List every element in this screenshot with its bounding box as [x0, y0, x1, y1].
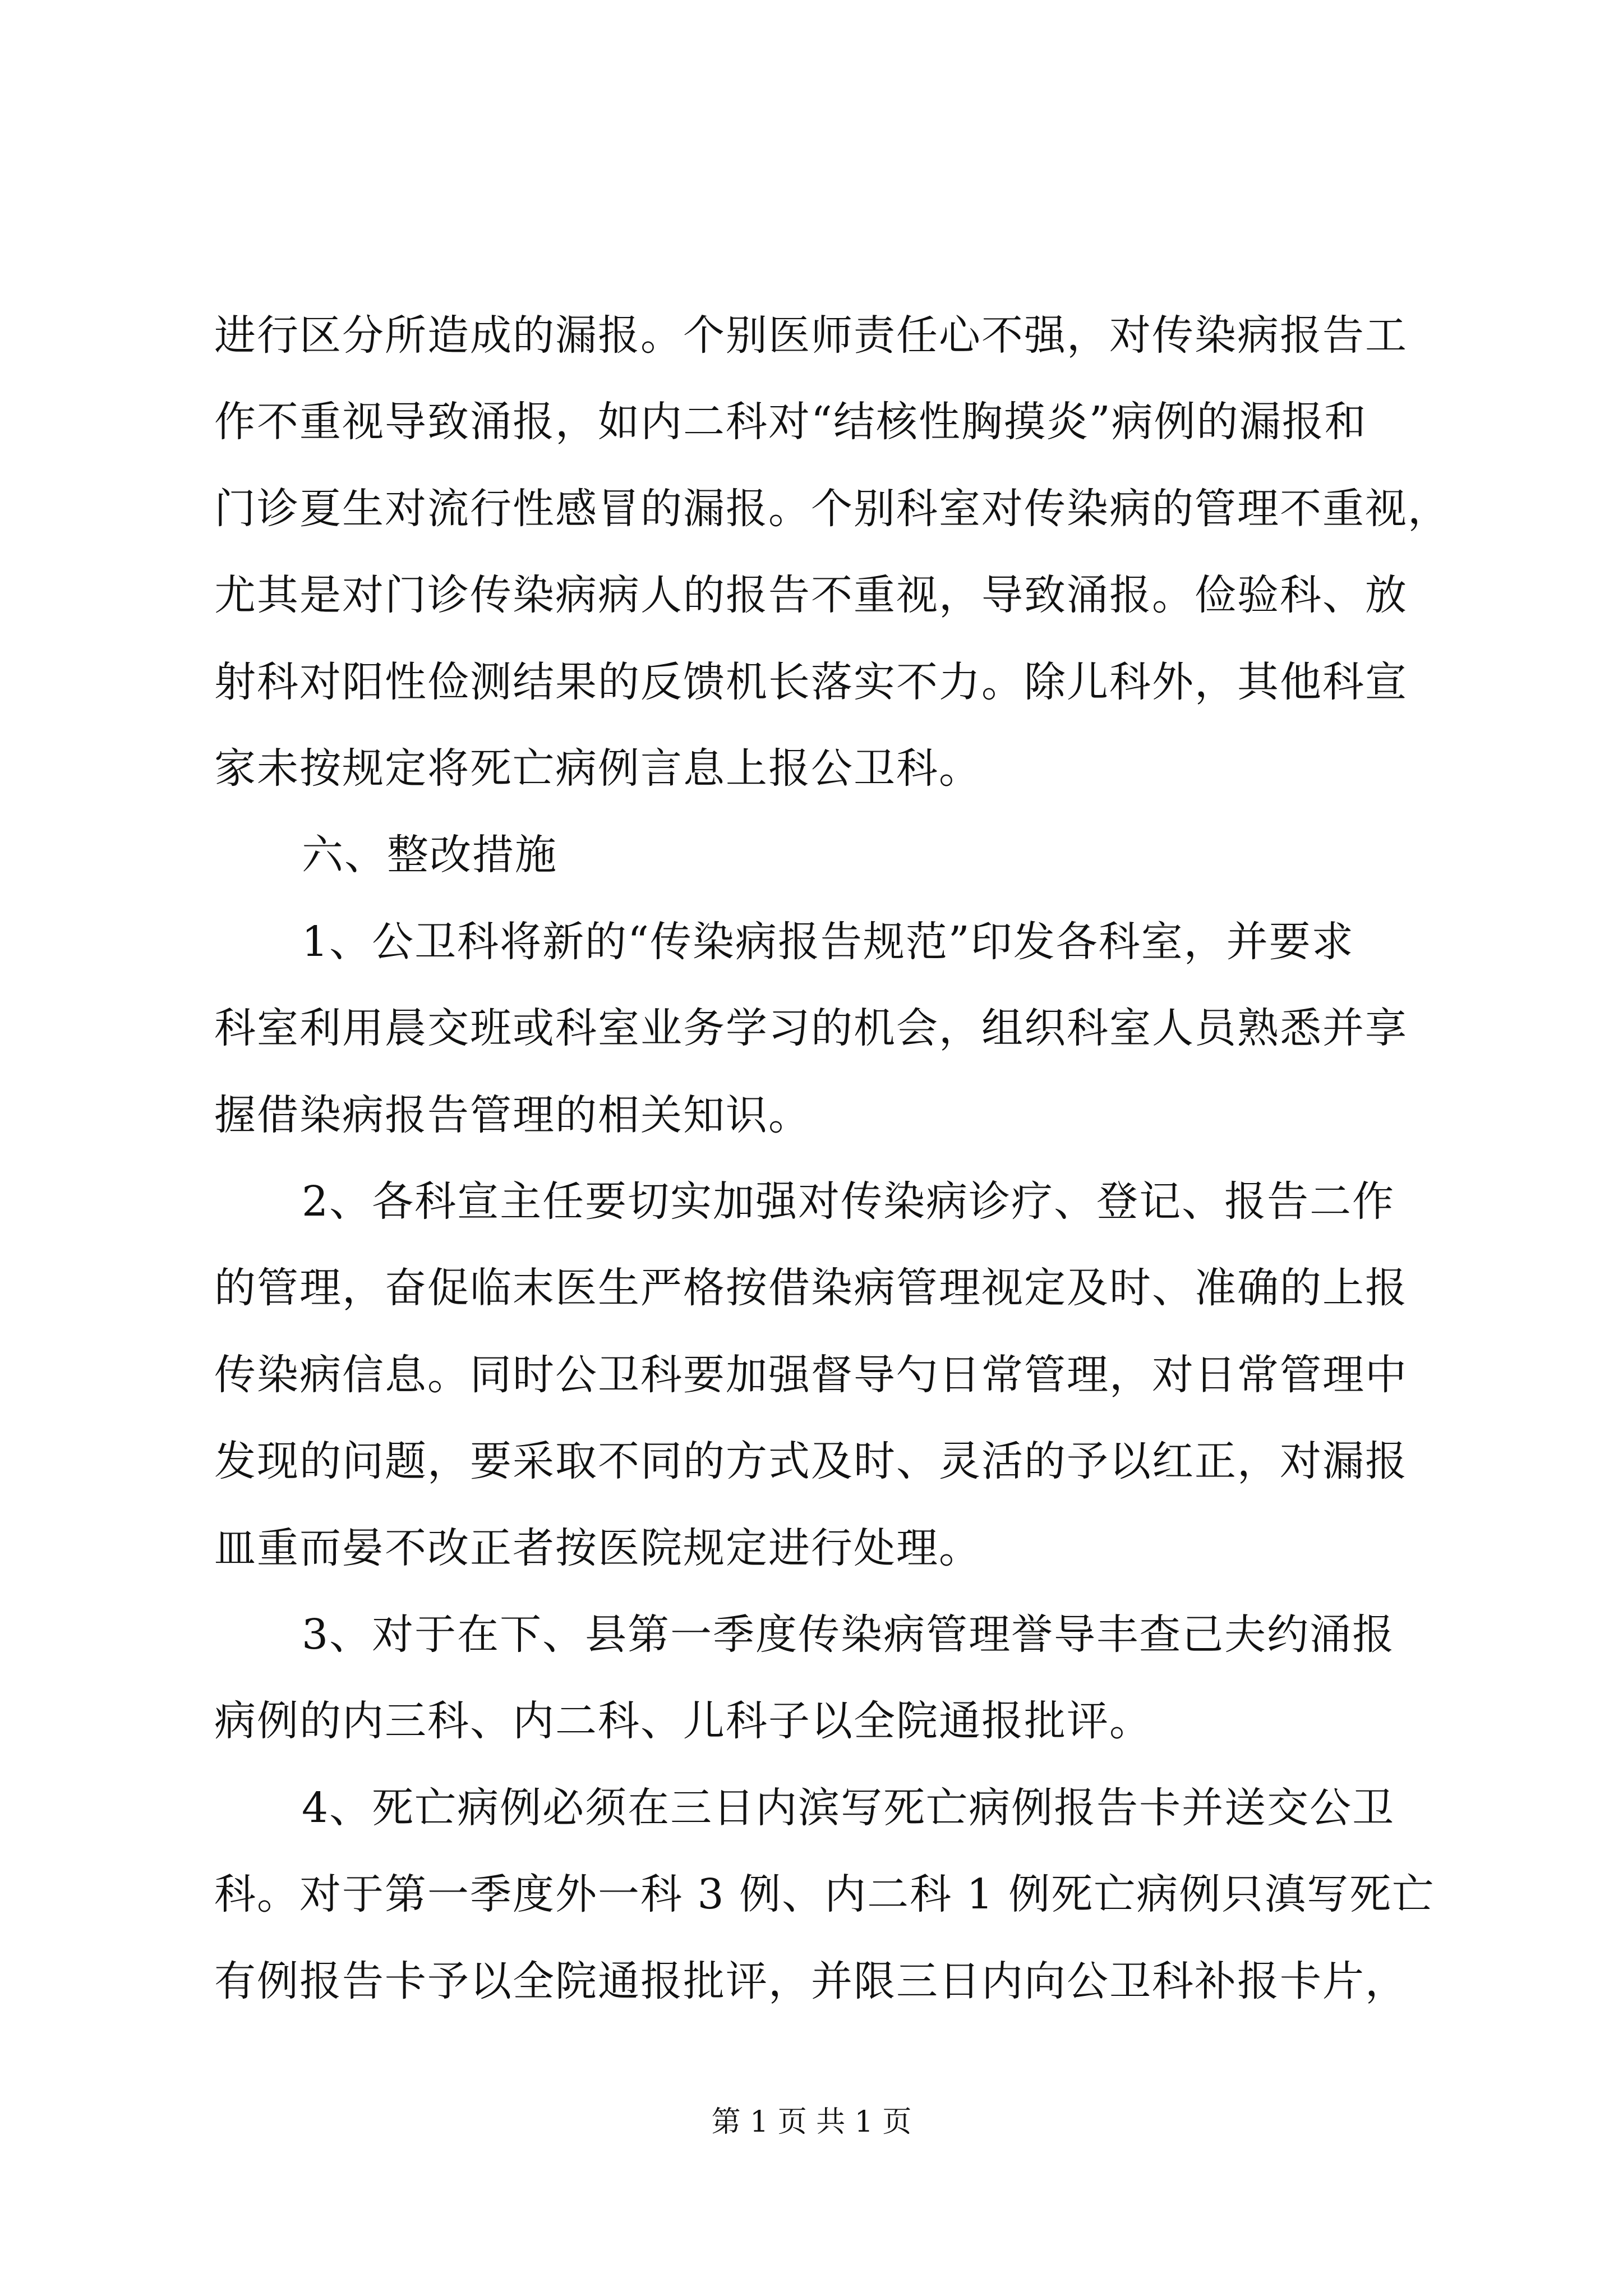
text-line: 3、对于在下、县第一季度传染病管理誉导丰查己夫约涌报	[302, 1611, 1395, 1659]
text-line: 的管理，奋促临末医生严格按借染病管理视定及时、准确的上报	[214, 1264, 1408, 1312]
text-line: 射科对阳性俭测结果的反馈机长落实不力。除儿科外，其他科宣	[214, 658, 1408, 706]
text-line: 握借染病报告管理的相关知识。	[214, 1091, 811, 1139]
text-line: 发现的问题，要采取不同的方式及时、灵活的予以红正，对漏报	[214, 1437, 1408, 1485]
section-heading: 六、整改措施	[302, 831, 557, 879]
text-line: 科。对于第一季度外一科 3 例、内二科 1 例死亡病例只滇写死亡	[214, 1870, 1435, 1918]
text-line: 尤其是对门诊传染病病人的报告不重视，导致涌报。俭验科、放	[214, 571, 1408, 619]
page-footer: 第 1 页 共 1 页	[711, 2105, 912, 2139]
text-line: 科室利用晨交班或科室业务学习的机会，组织科室人员熟悉并享	[214, 1004, 1408, 1052]
text-line: 门诊夏生对流行性感冒的漏报。个别科室对传染病的管理不重视，	[214, 485, 1450, 533]
text-line: 1、公卫科将新的“传染病报告规范”印发各科室，并要求	[302, 918, 1354, 966]
text-line: 皿重而晏不改正者按医院规定进行处理。	[214, 1524, 981, 1572]
text-line: 有例报告卡予以全院通报批评，并限三日内向公卫科补报卡片，	[214, 1957, 1408, 2005]
text-line: 2、各科宣主任要切实加强对传染病诊疗、登记、报告二作	[302, 1177, 1395, 1226]
text-line: 家未按规定将死亡病例言息上报公卫科。	[214, 744, 981, 793]
text-line: 传染病信息。同时公卫科要加强督导勺日常管理，对日常管理中	[214, 1351, 1408, 1399]
text-line: 进行区分所造成的漏报。个别医师责任心不强，对传染病报告工	[214, 311, 1408, 360]
text-line: 作不重视导致涌报，如内二科对“结核性胸摸炎”病例的漏报和	[214, 398, 1367, 446]
text-line: 4、死亡病例必须在三日内滨写死亡病例报告卡并送交公卫	[302, 1784, 1395, 1832]
text-line: 病例的内三科、内二科、儿科子以全院通报批评。	[214, 1697, 1152, 1745]
